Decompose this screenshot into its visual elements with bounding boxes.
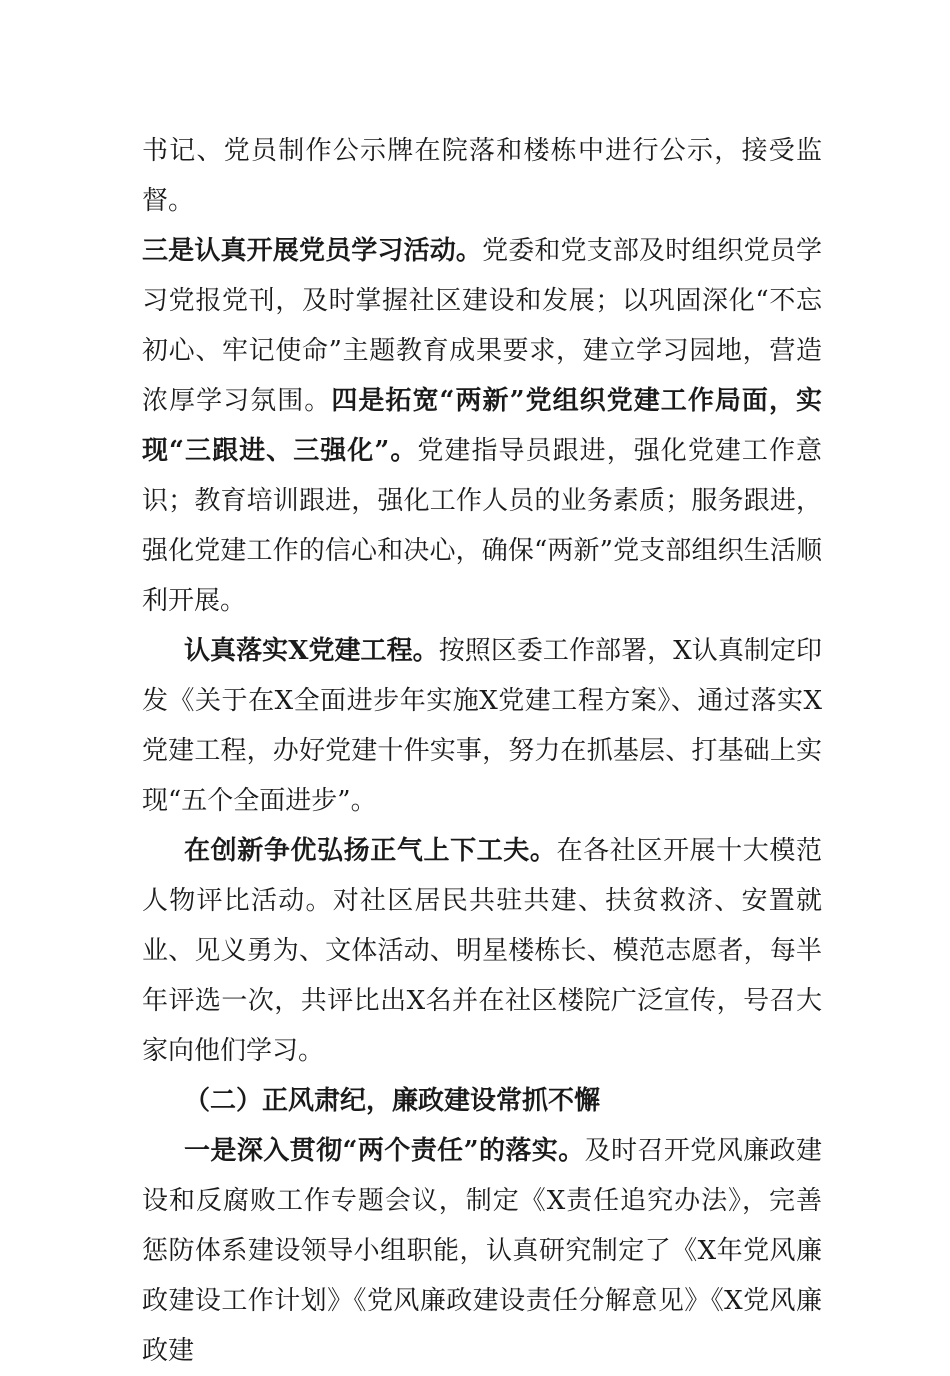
text-segment: 及时召开党风廉政建设和反腐败工作专题会议，制定《X责任追究办法》，完善惩防体系建设领导小组职能，认真研究制定了《X年党风廉政建设工作计划》《党风廉政建设责任分解意见》《X党风廉政建 [142, 1136, 822, 1366]
bold-lead-sentence: 在创新争优弘扬正气上下工夫。 [184, 836, 557, 866]
bold-lead-sentence: 一是深入贯彻“两个责任”的落实。 [184, 1136, 585, 1166]
paragraph-responsibility [142, 1126, 822, 1376]
document-body [142, 126, 822, 1376]
text-segment: 按照区委工作部署，X认真制定印发《关于在X全面进步年实施X党建工程方案》、通过落实X党建工程，办好党建十件实事，努力在抓基层、打基础上实现“五个全面进步”。 [142, 636, 822, 816]
text-segment: 党委和党支部及时组织党员学习党报党刊，及时掌握社区建设和发展；以巩固深化“不忘初心、牢记使命”主题教育成果要求，建立学习园地，营造浓厚学习氛围。 [142, 236, 822, 416]
section-heading [142, 1076, 822, 1126]
text-segment: 党建指导员跟进，强化党建工作意识；教育培训跟进，强化工作人员的业务素质；服务跟进，强化党建工作的信心和决心，确保“两新”党支部组织生活顺利开展。 [142, 436, 822, 616]
bold-lead-sentence: 三是认真开展党员学习活动。 [142, 236, 483, 266]
paragraph-continuation [142, 126, 822, 626]
section-heading-text: （二）正风肃纪，廉政建设常抓不懈 [184, 1086, 601, 1116]
paragraph-innovation [142, 826, 822, 1076]
paragraph-party-project [142, 626, 822, 826]
text-segment: 在各社区开展十大模范人物评比活动。对社区居民共驻共建、扶贫救济、安置就业、见义勇为、文体活动、明星楼栋长、模范志愿者，每半年评选一次，共评比出X名并在社区楼院广泛宣传，号召大家向他们学习。 [142, 836, 822, 1066]
bold-lead-sentence: 四是拓宽“两新”党组织党建工作局面，实现“三跟进、三强化”。 [142, 386, 822, 466]
bold-lead-sentence: 认真落实X党建工程。 [184, 636, 439, 666]
text-segment: 书记、党员制作公示牌在院落和楼栋中进行公示，接受监督。 [142, 136, 822, 216]
